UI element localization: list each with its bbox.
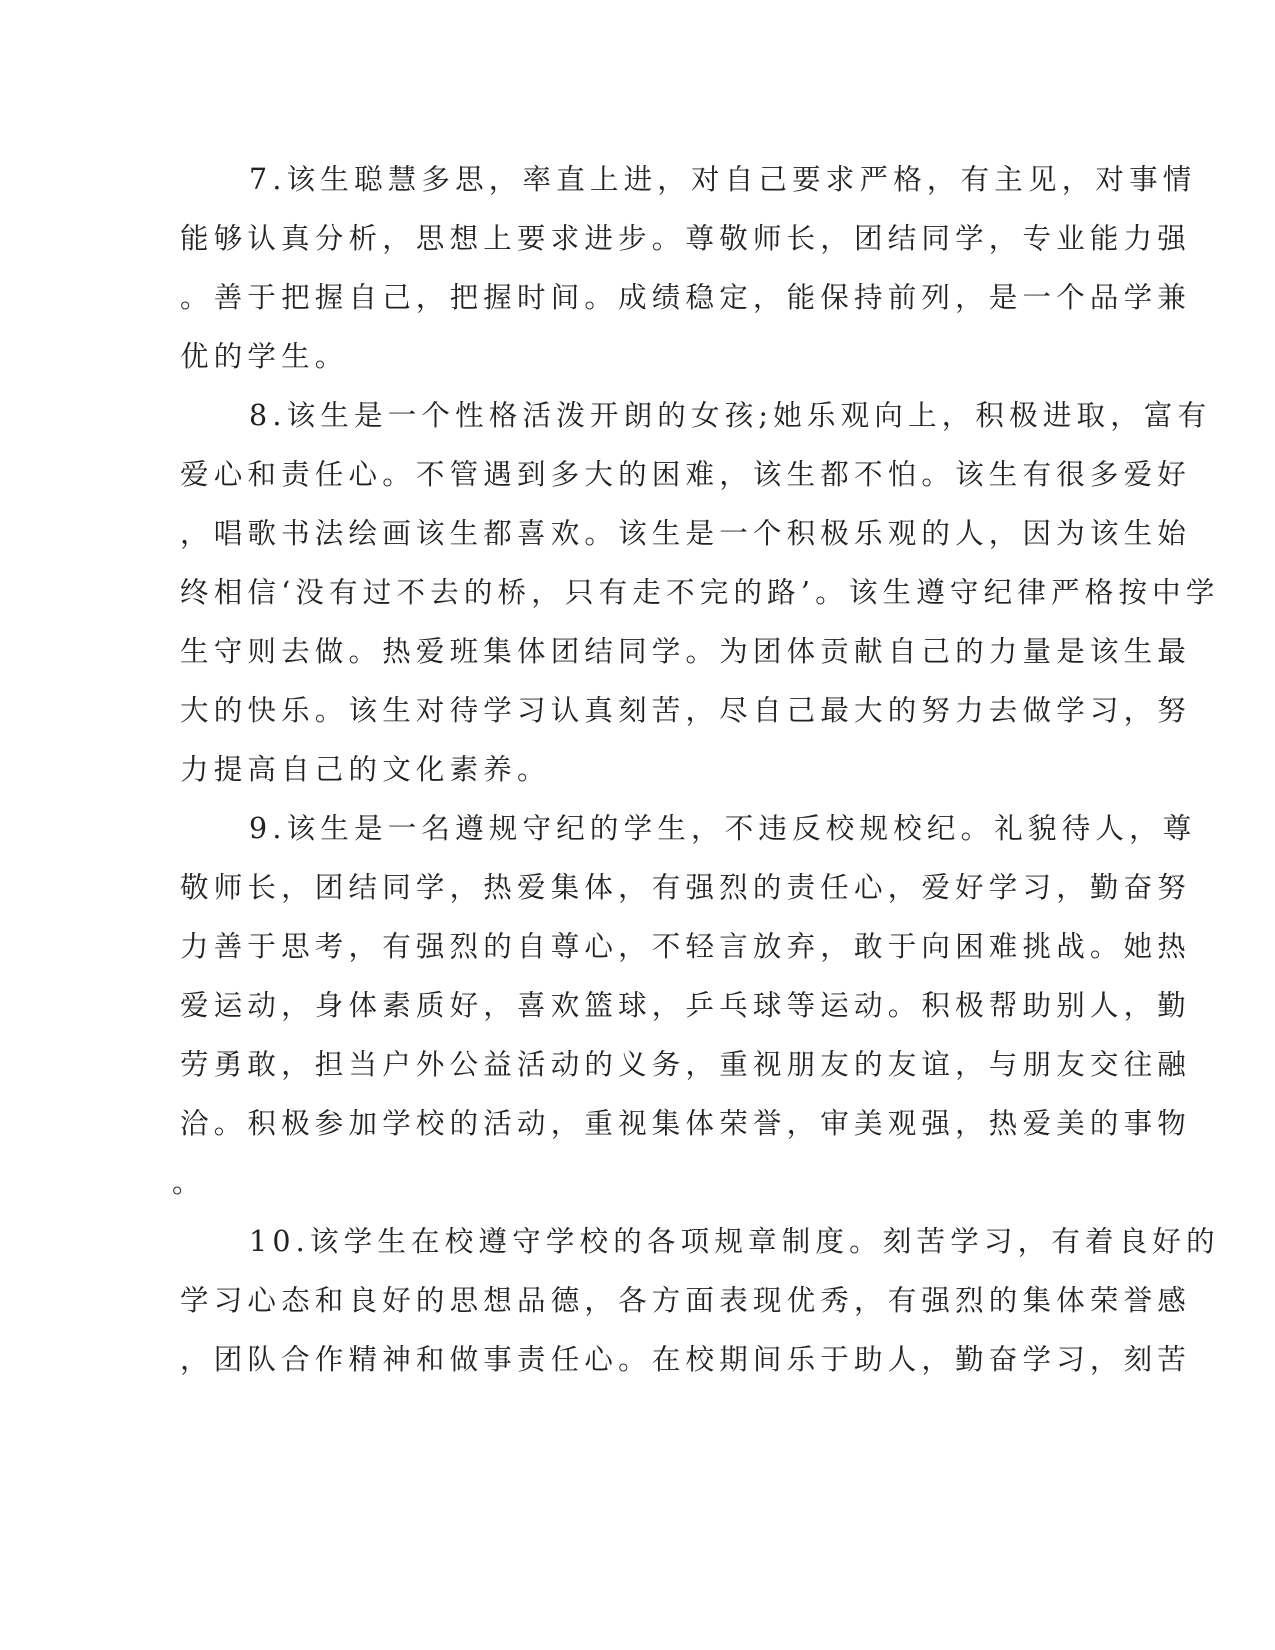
paragraph-8-line-7: 力提高自己的文化素养。 (180, 753, 551, 786)
paragraph-7-line-1: 7.该生聪慧多思，率直上进，对自己要求严格，有主见，对事情 (249, 163, 1197, 196)
paragraph-10-line-1: 10.该学生在校遵守学校的各项规章制度。刻苦学习，有着良好的 (249, 1225, 1220, 1258)
paragraph-10-line-2: 学习心态和良好的思想品德，各方面表现优秀，有强烈的集体荣誉感 (180, 1284, 1192, 1317)
paragraph-9-line-7: 。 (172, 1166, 206, 1199)
paragraph-7-line-4: 优的学生。 (180, 340, 349, 373)
paragraph-9-line-2: 敬师长，团结同学，热爱集体，有强烈的责任心，爱好学习，勤奋努 (180, 871, 1192, 904)
paragraph-9-line-4: 爱运动，身体素质好，喜欢篮球，乒乓球等运动。积极帮助别人，勤 (180, 989, 1192, 1022)
paragraph-7-line-3: 。善于把握自己，把握时间。成绩稳定，能保持前列，是一个品学兼 (180, 281, 1192, 314)
paragraph-9-line-1: 9.该生是一名遵规守纪的学生，不违反校规校纪。礼貌待人，尊 (249, 812, 1197, 845)
paragraph-9-line-3: 力善于思考，有强烈的自尊心，不轻言放弃，敢于向困难挑战。她热 (180, 930, 1192, 963)
paragraph-8-line-4: 终相信‘没有过不去的桥，只有走不完的路’。该生遵守纪律严格按中学 (180, 576, 1220, 609)
paragraph-10-line-3: ，团队合作精神和做事责任心。在校期间乐于助人，勤奋学习，刻苦 (180, 1343, 1192, 1376)
paragraph-8-line-5: 生守则去做。热爱班集体团结同学。为团体贡献自己的力量是该生最 (180, 635, 1192, 668)
paragraph-7-line-2: 能够认真分析，思想上要求进步。尊敬师长，团结同学，专业能力强 (180, 222, 1192, 255)
paragraph-8-line-2: 爱心和责任心。不管遇到多大的困难，该生都不怕。该生有很多爱好 (180, 458, 1192, 491)
paragraph-8-line-1: 8.该生是一个性格活泼开朗的女孩;她乐观向上，积极进取，富有 (249, 399, 1212, 432)
paragraph-8-line-6: 大的快乐。该生对待学习认真刻苦，尽自己最大的努力去做学习，努 (180, 694, 1192, 727)
paragraph-9-line-6: 洽。积极参加学校的活动，重视集体荣誉，审美观强，热爱美的事物 (180, 1107, 1192, 1140)
paragraph-8-line-3: ，唱歌书法绘画该生都喜欢。该生是一个积极乐观的人，因为该生始 (180, 517, 1192, 550)
paragraph-9-line-5: 劳勇敢，担当户外公益活动的义务，重视朋友的友谊，与朋友交往融 (180, 1048, 1192, 1081)
